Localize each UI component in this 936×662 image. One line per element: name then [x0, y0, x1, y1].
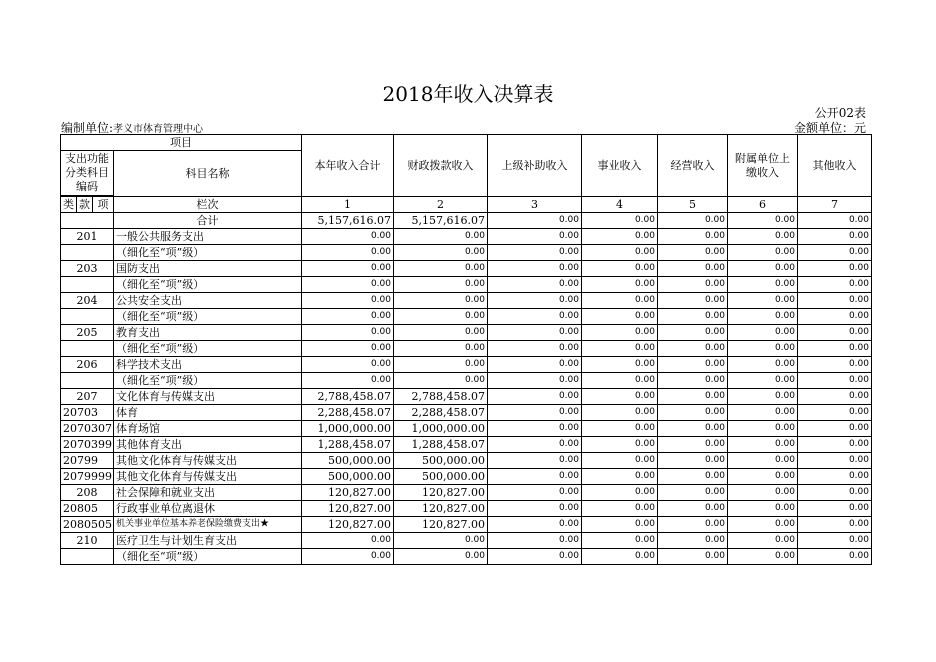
row-value-col-3: 0.00 — [488, 533, 582, 549]
row-value-col-4: 0.00 — [582, 485, 658, 501]
row-name: 体育场馆 — [114, 421, 302, 437]
row-name: 社会保障和就业支出 — [114, 485, 302, 501]
header-col-operating: 经营收入 — [658, 135, 728, 197]
row-code: 20799 — [61, 453, 114, 469]
row-value-col-2: 0.00 — [394, 229, 488, 245]
row-code — [61, 373, 114, 389]
row-value-col-1: 0.00 — [302, 261, 394, 277]
row-value-col-7: 0.00 — [798, 437, 872, 453]
row-code — [61, 213, 114, 229]
table-row — [61, 405, 872, 421]
row-value-col-5: 0.00 — [658, 373, 728, 389]
row-value-col-7: 0.00 — [798, 389, 872, 405]
row-value-col-5: 0.00 — [658, 533, 728, 549]
row-value-col-5: 0.00 — [658, 437, 728, 453]
row-value-col-1: 120,827.00 — [302, 485, 394, 501]
row-value-col-7: 0.00 — [798, 261, 872, 277]
row-value-col-3: 0.00 — [488, 501, 582, 517]
row-name: （细化至“项”级） — [114, 373, 302, 389]
row-name: 医疗卫生与计划生育支出 — [114, 533, 302, 549]
row-value-col-5: 0.00 — [658, 389, 728, 405]
row-value-col-6: 0.00 — [728, 277, 798, 293]
row-value-col-5: 0.00 — [658, 357, 728, 373]
row-value-col-4: 0.00 — [582, 549, 658, 565]
col-number-5: 5 — [658, 197, 728, 213]
table-row — [61, 533, 872, 549]
row-value-col-1: 0.00 — [302, 277, 394, 293]
row-code: 201 — [61, 229, 114, 245]
row-value-col-4: 0.00 — [582, 373, 658, 389]
row-value-col-1: 0.00 — [302, 357, 394, 373]
row-name: 公共安全支出 — [114, 293, 302, 309]
row-value-col-5: 0.00 — [658, 277, 728, 293]
row-code: 2070307 — [61, 421, 114, 437]
row-value-col-3: 0.00 — [488, 389, 582, 405]
row-value-col-5: 0.00 — [658, 341, 728, 357]
row-value-col-6: 0.00 — [728, 469, 798, 485]
header-kuan: 款 — [77, 197, 93, 213]
header-func-code: 支出功能分类科目编码 — [61, 151, 114, 196]
row-value-col-3: 0.00 — [488, 485, 582, 501]
row-name: （细化至“项”级） — [114, 309, 302, 325]
row-value-col-6: 0.00 — [728, 245, 798, 261]
row-name: （细化至“项”级） — [114, 341, 302, 357]
row-value-col-6: 0.00 — [728, 405, 798, 421]
row-value-col-4: 0.00 — [582, 389, 658, 405]
row-value-col-5: 0.00 — [658, 229, 728, 245]
row-value-col-7: 0.00 — [798, 405, 872, 421]
row-value-col-6: 0.00 — [728, 517, 798, 533]
row-value-col-2: 0.00 — [394, 245, 488, 261]
row-value-col-6: 0.00 — [728, 437, 798, 453]
row-value-col-3: 0.00 — [488, 405, 582, 421]
row-value-col-6: 0.00 — [728, 213, 798, 229]
col-number-3: 3 — [488, 197, 582, 213]
row-value-col-4: 0.00 — [582, 437, 658, 453]
row-value-col-2: 120,827.00 — [394, 485, 488, 501]
row-value-col-1: 1,288,458.07 — [302, 437, 394, 453]
row-name: 体育 — [114, 405, 302, 421]
table-row — [61, 373, 872, 389]
row-value-col-7: 0.00 — [798, 309, 872, 325]
row-value-col-6: 0.00 — [728, 293, 798, 309]
row-name: 一般公共服务支出 — [114, 229, 302, 245]
row-code: 20805 — [61, 501, 114, 517]
row-name: 其他文化体育与传媒支出 — [114, 469, 302, 485]
row-value-col-6: 0.00 — [728, 549, 798, 565]
row-value-col-1: 0.00 — [302, 293, 394, 309]
row-code: 204 — [61, 293, 114, 309]
row-name: 行政事业单位离退休 — [114, 501, 302, 517]
row-value-col-5: 0.00 — [658, 261, 728, 277]
row-value-col-1: 0.00 — [302, 341, 394, 357]
row-value-col-1: 0.00 — [302, 373, 394, 389]
row-name: 文化体育与传媒支出 — [114, 389, 302, 405]
row-value-col-3: 0.00 — [488, 229, 582, 245]
row-value-col-7: 0.00 — [798, 501, 872, 517]
row-value-col-4: 0.00 — [582, 245, 658, 261]
row-value-col-2: 0.00 — [394, 357, 488, 373]
row-value-col-7: 0.00 — [798, 213, 872, 229]
row-value-col-2: 2,288,458.07 — [394, 405, 488, 421]
table-row — [61, 277, 872, 293]
row-code: 208 — [61, 485, 114, 501]
row-value-col-1: 0.00 — [302, 245, 394, 261]
row-value-col-1: 500,000.00 — [302, 453, 394, 469]
row-value-col-3: 0.00 — [488, 341, 582, 357]
row-value-col-7: 0.00 — [798, 357, 872, 373]
header-col-superior: 上级补助收入 — [488, 135, 582, 197]
row-value-col-7: 0.00 — [798, 373, 872, 389]
row-code: 210 — [61, 533, 114, 549]
row-code: 2079999 — [61, 469, 114, 485]
row-value-col-4: 0.00 — [582, 357, 658, 373]
row-value-col-3: 0.00 — [488, 373, 582, 389]
table-row — [61, 549, 872, 565]
row-code: 203 — [61, 261, 114, 277]
row-code — [61, 277, 114, 293]
row-value-col-2: 0.00 — [394, 325, 488, 341]
row-name: （细化至“项”级） — [114, 245, 302, 261]
table-row — [61, 229, 872, 245]
row-value-col-4: 0.00 — [582, 501, 658, 517]
row-value-col-4: 0.00 — [582, 517, 658, 533]
row-value-col-5: 0.00 — [658, 405, 728, 421]
row-value-col-6: 0.00 — [728, 485, 798, 501]
row-value-col-3: 0.00 — [488, 421, 582, 437]
row-value-col-5: 0.00 — [658, 309, 728, 325]
row-value-col-5: 0.00 — [658, 453, 728, 469]
row-value-col-6: 0.00 — [728, 501, 798, 517]
row-value-col-4: 0.00 — [582, 533, 658, 549]
row-value-col-4: 0.00 — [582, 261, 658, 277]
row-value-col-7: 0.00 — [798, 421, 872, 437]
row-value-col-7: 0.00 — [798, 453, 872, 469]
row-value-col-1: 5,157,616.07 — [302, 213, 394, 229]
row-value-col-1: 120,827.00 — [302, 501, 394, 517]
row-name: 合计 — [114, 213, 302, 229]
row-value-col-7: 0.00 — [798, 277, 872, 293]
row-value-col-3: 0.00 — [488, 549, 582, 565]
row-value-col-7: 0.00 — [798, 325, 872, 341]
row-value-col-1: 1,000,000.00 — [302, 421, 394, 437]
row-value-col-1: 120,827.00 — [302, 517, 394, 533]
row-value-col-6: 0.00 — [728, 357, 798, 373]
row-value-col-2: 0.00 — [394, 373, 488, 389]
row-value-col-3: 0.00 — [488, 453, 582, 469]
table-row — [61, 437, 872, 453]
row-value-col-6: 0.00 — [728, 325, 798, 341]
row-value-col-1: 2,788,458.07 — [302, 389, 394, 405]
row-value-col-1: 2,288,458.07 — [302, 405, 394, 421]
row-value-col-4: 0.00 — [582, 453, 658, 469]
row-code: 205 — [61, 325, 114, 341]
row-code — [61, 309, 114, 325]
row-value-col-5: 0.00 — [658, 293, 728, 309]
header-col-total: 本年收入合计 — [302, 135, 394, 197]
col-number-2: 2 — [394, 197, 488, 213]
row-value-col-2: 500,000.00 — [394, 453, 488, 469]
header-project: 项目 — [61, 135, 302, 151]
row-value-col-3: 0.00 — [488, 357, 582, 373]
row-value-col-7: 0.00 — [798, 293, 872, 309]
row-value-col-5: 0.00 — [658, 469, 728, 485]
header-col-affiliated: 附属单位上缴收入 — [728, 135, 798, 197]
header-col-fiscal: 财政拨款收入 — [394, 135, 488, 197]
col-number-1: 1 — [302, 197, 394, 213]
row-name: 机关事业单位基本养老保险缴费支出★ — [114, 517, 302, 533]
table-row — [61, 501, 872, 517]
compiling-unit-name: 孝义市体育管理中心 — [113, 124, 204, 135]
table-row — [61, 469, 872, 485]
row-value-col-3: 0.00 — [488, 325, 582, 341]
row-value-col-7: 0.00 — [798, 517, 872, 533]
table-row — [61, 485, 872, 501]
row-value-col-5: 0.00 — [658, 245, 728, 261]
row-code — [61, 245, 114, 261]
row-name: 教育支出 — [114, 325, 302, 341]
report-title: 2018年收入决算表 — [382, 82, 554, 106]
table-row — [61, 245, 872, 261]
row-value-col-4: 0.00 — [582, 229, 658, 245]
row-value-col-7: 0.00 — [798, 485, 872, 501]
row-value-col-7: 0.00 — [798, 469, 872, 485]
row-value-col-1: 0.00 — [302, 533, 394, 549]
amount-unit: 金额单位：元 — [793, 121, 866, 135]
row-value-col-7: 0.00 — [798, 533, 872, 549]
row-value-col-2: 500,000.00 — [394, 469, 488, 485]
row-value-col-3: 0.00 — [488, 245, 582, 261]
row-value-col-7: 0.00 — [798, 341, 872, 357]
row-code: 206 — [61, 357, 114, 373]
compiling-unit-label: 编制单位: — [61, 121, 114, 135]
header-xiang: 项 — [93, 197, 114, 213]
row-value-col-4: 0.00 — [582, 293, 658, 309]
row-value-col-6: 0.00 — [728, 453, 798, 469]
row-value-col-5: 0.00 — [658, 517, 728, 533]
row-value-col-5: 0.00 — [658, 549, 728, 565]
header-lei: 类 — [61, 197, 77, 213]
row-value-col-4: 0.00 — [582, 341, 658, 357]
row-value-col-4: 0.00 — [582, 309, 658, 325]
table-row — [61, 325, 872, 341]
row-value-col-6: 0.00 — [728, 341, 798, 357]
row-code: 207 — [61, 389, 114, 405]
row-code: 20703 — [61, 405, 114, 421]
table-row — [61, 357, 872, 373]
row-value-col-7: 0.00 — [798, 245, 872, 261]
row-code — [61, 549, 114, 565]
row-value-col-2: 1,000,000.00 — [394, 421, 488, 437]
row-name: （细化至“项”级） — [114, 277, 302, 293]
row-value-col-1: 0.00 — [302, 309, 394, 325]
row-value-col-5: 0.00 — [658, 501, 728, 517]
row-value-col-3: 0.00 — [488, 309, 582, 325]
row-value-col-6: 0.00 — [728, 389, 798, 405]
col-number-6: 6 — [728, 197, 798, 213]
row-value-col-5: 0.00 — [658, 485, 728, 501]
row-value-col-2: 120,827.00 — [394, 501, 488, 517]
row-code — [61, 341, 114, 357]
row-value-col-2: 0.00 — [394, 261, 488, 277]
row-value-col-3: 0.00 — [488, 293, 582, 309]
row-value-col-4: 0.00 — [582, 421, 658, 437]
row-value-col-4: 0.00 — [582, 325, 658, 341]
income-table — [60, 134, 872, 565]
row-value-col-3: 0.00 — [488, 261, 582, 277]
header-col-business: 事业收入 — [582, 135, 658, 197]
row-value-col-3: 0.00 — [488, 277, 582, 293]
row-value-col-2: 5,157,616.07 — [394, 213, 488, 229]
row-code: 2080505 — [61, 517, 114, 533]
row-value-col-6: 0.00 — [728, 229, 798, 245]
row-code: 2070399 — [61, 437, 114, 453]
header-col-other: 其他收入 — [798, 135, 872, 197]
row-name: 科学技术支出 — [114, 357, 302, 373]
row-value-col-3: 0.00 — [488, 213, 582, 229]
row-value-col-4: 0.00 — [582, 469, 658, 485]
row-name: （细化至“项”级） — [114, 549, 302, 565]
row-value-col-1: 0.00 — [302, 325, 394, 341]
row-value-col-3: 0.00 — [488, 517, 582, 533]
row-value-col-5: 0.00 — [658, 325, 728, 341]
row-value-col-2: 2,788,458.07 — [394, 389, 488, 405]
row-value-col-5: 0.00 — [658, 421, 728, 437]
row-value-col-1: 0.00 — [302, 549, 394, 565]
row-name: 国防支出 — [114, 261, 302, 277]
table-row — [61, 341, 872, 357]
table-row — [61, 293, 872, 309]
table-row — [61, 213, 872, 229]
row-value-col-4: 0.00 — [582, 405, 658, 421]
table-row — [61, 517, 872, 533]
table-body — [61, 213, 872, 565]
row-value-col-2: 0.00 — [394, 549, 488, 565]
row-value-col-3: 0.00 — [488, 469, 582, 485]
row-value-col-2: 1,288,458.07 — [394, 437, 488, 453]
row-value-col-1: 500,000.00 — [302, 469, 394, 485]
row-name: 其他文化体育与传媒支出 — [114, 453, 302, 469]
row-value-col-6: 0.00 — [728, 309, 798, 325]
row-value-col-6: 0.00 — [728, 373, 798, 389]
row-value-col-2: 0.00 — [394, 341, 488, 357]
table-row — [61, 389, 872, 405]
row-value-col-3: 0.00 — [488, 437, 582, 453]
col-number-7: 7 — [798, 197, 872, 213]
table-row — [61, 309, 872, 325]
row-value-col-6: 0.00 — [728, 533, 798, 549]
row-value-col-5: 0.00 — [658, 213, 728, 229]
row-value-col-2: 0.00 — [394, 293, 488, 309]
col-number-4: 4 — [582, 197, 658, 213]
row-value-col-4: 0.00 — [582, 277, 658, 293]
row-value-col-2: 0.00 — [394, 277, 488, 293]
row-value-col-6: 0.00 — [728, 421, 798, 437]
row-value-col-7: 0.00 — [798, 549, 872, 565]
header-subject-name: 科目名称 — [114, 151, 302, 197]
table-row — [61, 261, 872, 277]
row-name: 其他体育支出 — [114, 437, 302, 453]
table-row — [61, 453, 872, 469]
table-row — [61, 421, 872, 437]
row-value-col-2: 0.00 — [394, 533, 488, 549]
row-value-col-1: 0.00 — [302, 229, 394, 245]
form-number: 公开02表 — [814, 106, 866, 120]
row-value-col-2: 120,827.00 — [394, 517, 488, 533]
row-value-col-4: 0.00 — [582, 213, 658, 229]
row-value-col-2: 0.00 — [394, 309, 488, 325]
row-value-col-6: 0.00 — [728, 261, 798, 277]
header-lanci: 栏次 — [114, 197, 302, 213]
row-value-col-7: 0.00 — [798, 229, 872, 245]
